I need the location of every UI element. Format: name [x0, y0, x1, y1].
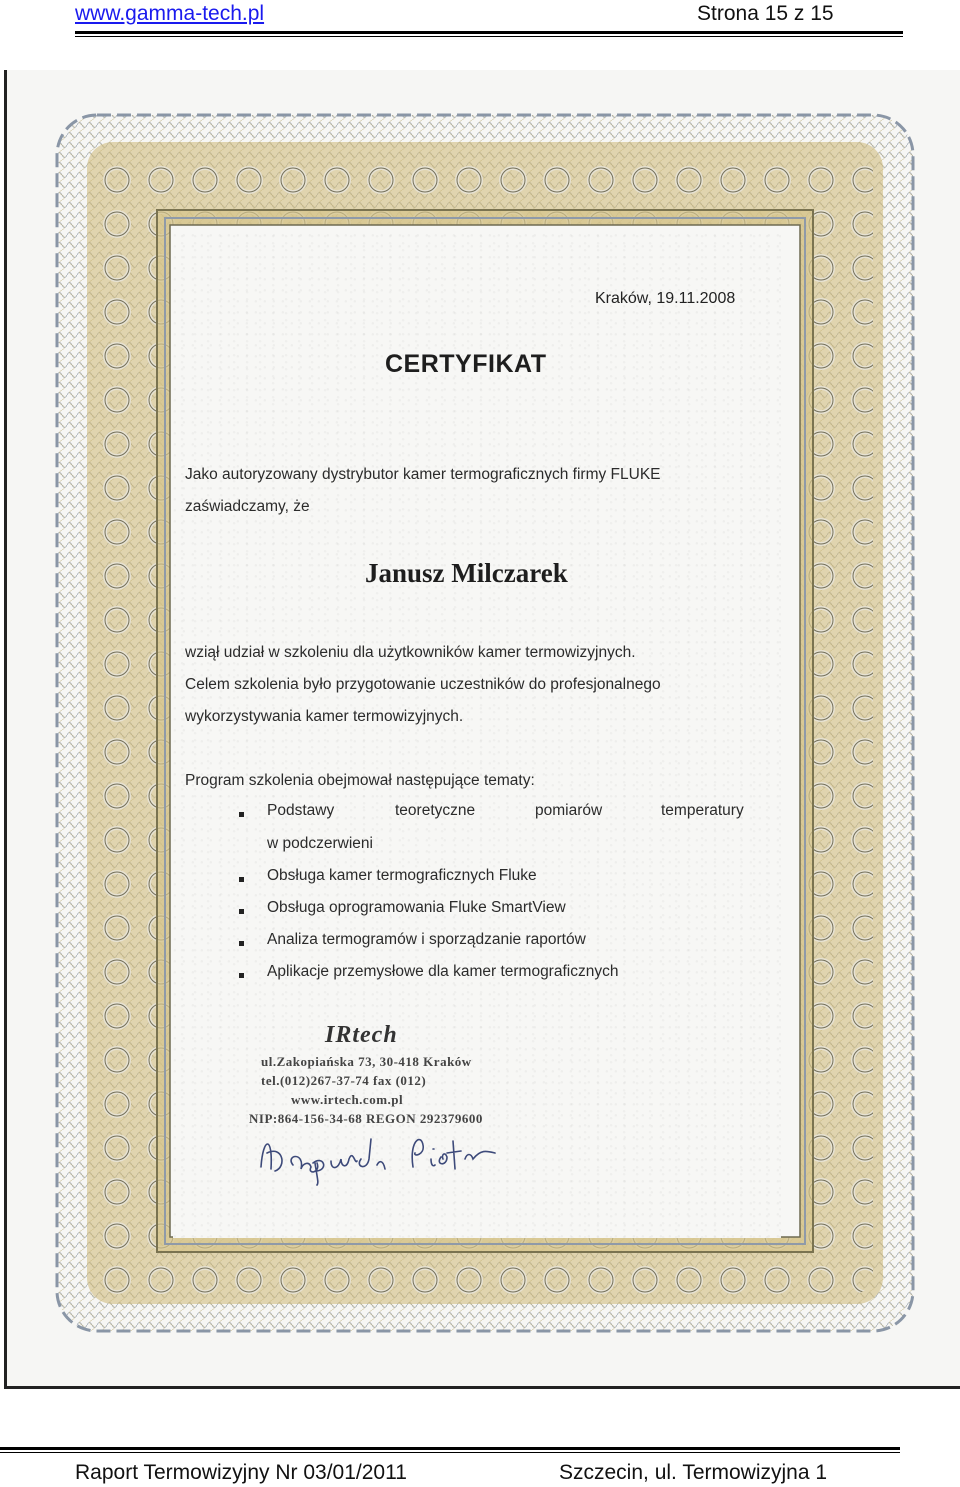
- intro-line-2: zaświadczamy, że: [185, 498, 310, 515]
- topic-2: Obsługa kamer termograficznych Fluke: [267, 867, 537, 884]
- certificate-paper: [173, 232, 781, 1238]
- topic-1-continuation: w podczerwieni: [267, 835, 373, 852]
- topic-4: Analiza termogramów i sporządzanie raportów: [267, 931, 586, 948]
- topic-1-word-3: pomiarów: [535, 802, 603, 819]
- stamp-logo: IRtech: [325, 1022, 398, 1048]
- handwritten-signature: [253, 1127, 513, 1187]
- body-line-3: wykorzystywania kamer termowizyjnych.: [185, 708, 464, 725]
- footer-address: Szczecin, ul. Termowizyjna 1: [559, 1461, 828, 1484]
- certificate-scan: [4, 70, 960, 1389]
- intro-line-1: Jako autoryzowany dystrybutor kamer termograficznych firmy FLUKE: [185, 466, 661, 483]
- program-intro: Program szkolenia obejmował następujące tematy:: [185, 772, 535, 789]
- certificate-date: Kraków, 19.11.2008: [595, 290, 736, 307]
- footer-report-title: Raport Termowizyjny Nr 03/01/2011: [75, 1461, 407, 1484]
- topic-3: Obsługa oprogramowania Fluke SmartView: [267, 899, 566, 916]
- body-line-1: wziął udział w szkoleniu dla użytkowników kamer termowizyjnych.: [185, 644, 636, 661]
- bullet-icon: [239, 973, 244, 978]
- topic-1-word-4: temperatury: [661, 802, 744, 819]
- stamp-tax-ids: NIP:864-156-34-68 REGON 292379600: [249, 1111, 483, 1126]
- topic-1-word-2: teoretyczne: [395, 802, 476, 819]
- bullet-icon: [239, 909, 244, 914]
- stamp-phone: tel.(012)267-37-74 fax (012): [261, 1073, 427, 1088]
- bullet-icon: [239, 877, 244, 882]
- certificate-title: CERTYFIKAT: [385, 350, 547, 378]
- bullet-icon: [239, 941, 244, 946]
- header-rule: [75, 31, 903, 34]
- recipient-name: Janusz Milczarek: [365, 558, 568, 588]
- header-page-number: Strona 15 z 15: [697, 2, 834, 25]
- bullet-icon: [239, 812, 244, 817]
- body-line-2: Celem szkolenia było przygotowanie uczestników do profesjonalnego: [185, 676, 661, 693]
- header-rule-thin: [75, 36, 903, 37]
- header-site-link[interactable]: www.gamma-tech.pl: [75, 2, 265, 25]
- stamp-website: www.irtech.com.pl: [291, 1092, 404, 1107]
- footer-rule: [0, 1447, 900, 1450]
- stamp-address: ul.Zakopiańska 73, 30-418 Kraków: [261, 1054, 472, 1069]
- topic-1-word-1: Podstawy: [267, 802, 335, 819]
- topic-5: Aplikacje przemysłowe dla kamer termograficznych: [267, 963, 619, 980]
- footer-rule-thin: [0, 1452, 900, 1453]
